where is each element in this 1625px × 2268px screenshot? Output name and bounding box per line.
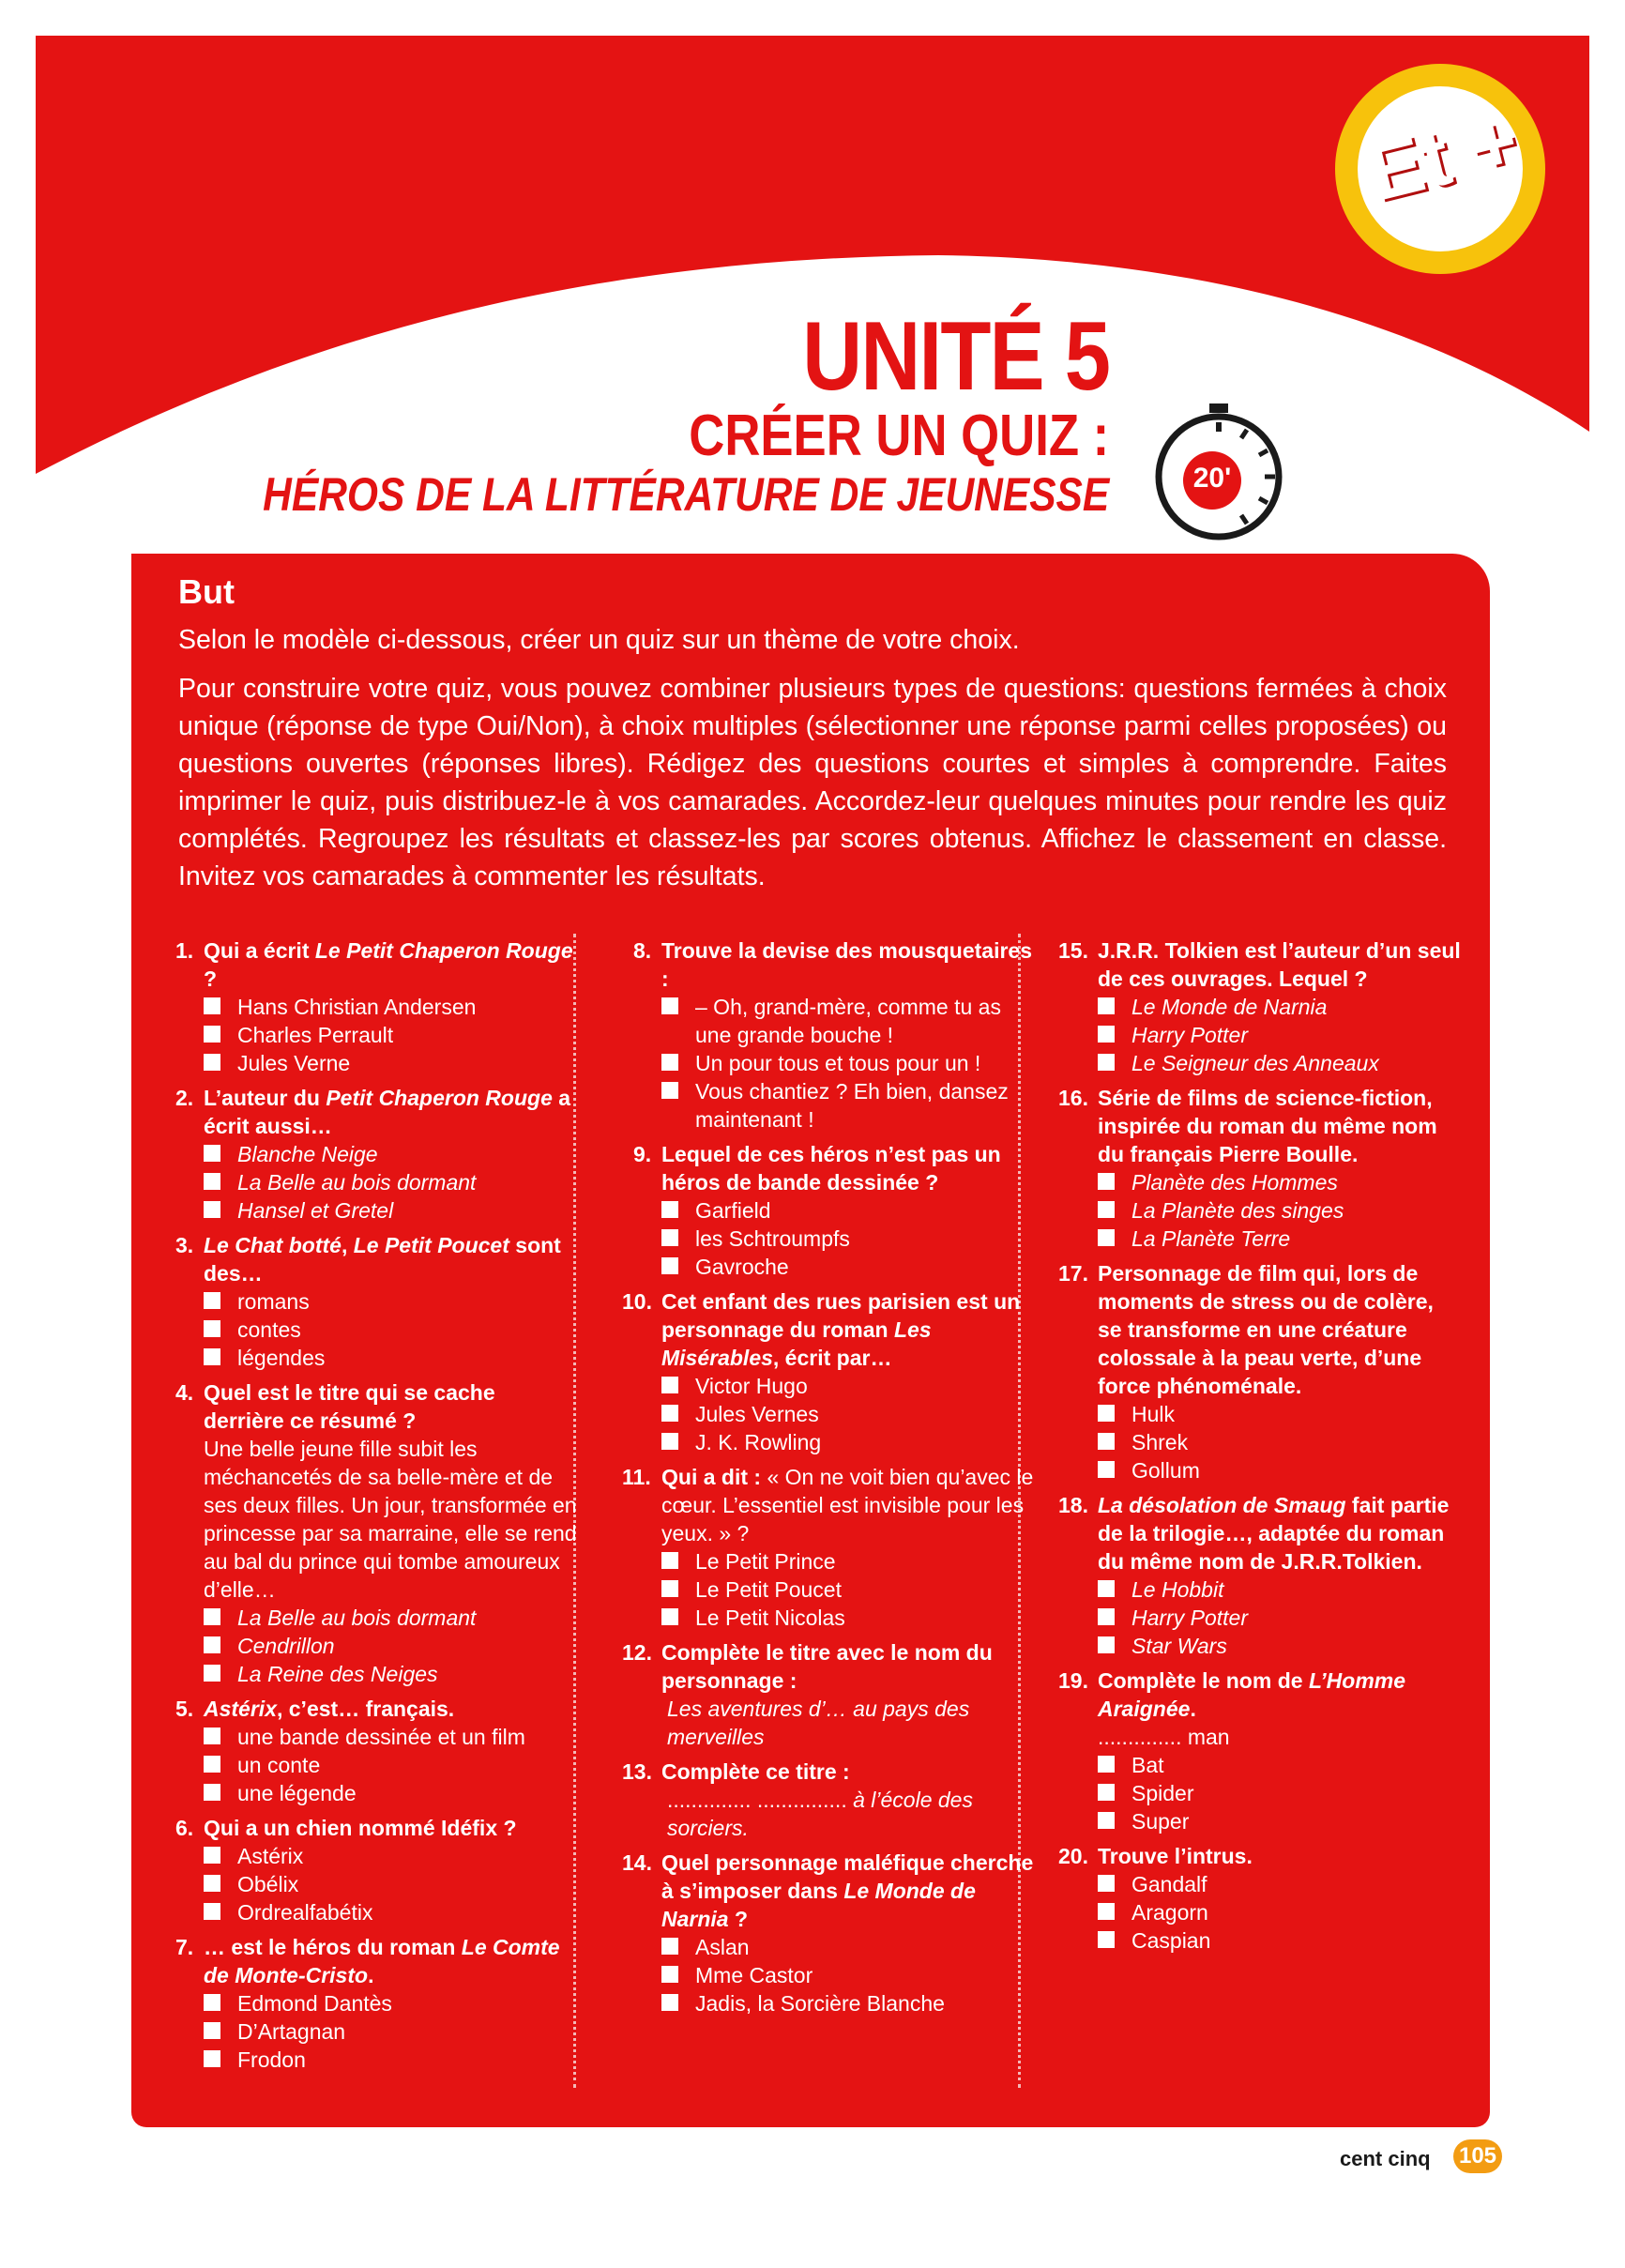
question-text-part: , [341, 1233, 354, 1257]
quiz-question [622, 936, 1035, 1134]
question-quote: « On ne voit bien qu’avec le cœur. L’essentiel est invisible pour les yeux. » ? [661, 1465, 1034, 1545]
quiz-question [175, 1814, 579, 1926]
answer-blank[interactable]: .............. man [1098, 1725, 1230, 1749]
quiz-question [1058, 1259, 1462, 1484]
question-text-part: fait partie de la trilogie…, adaptée du roman du même nom de J.R.R.Tolkien. [1098, 1493, 1450, 1574]
answer-checkbox[interactable]: Obélix [204, 1870, 579, 1898]
answer-checkbox[interactable]: Hansel et Gretel [204, 1196, 579, 1225]
answer-checkbox[interactable]: Spider [1098, 1779, 1462, 1807]
page-title: CRÉER UN QUIZ : [689, 403, 1109, 468]
answer-checkbox[interactable]: romans [204, 1287, 579, 1316]
quiz-column-2 [622, 936, 1035, 2024]
quiz-question [1058, 1842, 1462, 1955]
answer-checkbox[interactable]: Shrek [1098, 1428, 1462, 1456]
answer-checkbox[interactable]: Edmond Dantès [204, 1989, 579, 2017]
question-text-part: … est le héros du roman [204, 1935, 462, 1959]
answer-checkbox[interactable]: La Belle au bois dormant [204, 1604, 579, 1632]
badge-label: Et + [1359, 95, 1527, 219]
question-text [204, 1084, 579, 1140]
question-title: La désolation de Smaug [1098, 1493, 1346, 1517]
question-number: 17. [1058, 1261, 1088, 1286]
question-text-part: . [1190, 1697, 1196, 1721]
intro-paragraph-2: Pour construire votre quiz, vous pouvez combiner plusieurs types de questions: questions fermées à choix unique (réponse de type Oui/Non), à choix multiples (sélectionner une réponse parmi celles proposées) ou questions ouvertes (réponses libres). Rédigez des questions courtes et simples à comprendre. Faites imprimer le quiz, puis distribuez-le à vos camarades. Accordez-leur quelques minutes pour rendre les quiz complétés. Regroupez les résultats et classez-les par scores obtenus. Affichez le classement en classe. Invitez vos camarades à commenter les résultats. [178, 674, 1447, 891]
answer-checkbox[interactable]: Le Petit Poucet [661, 1575, 1035, 1604]
question-text [661, 1287, 1035, 1372]
question-number: 7. [175, 1935, 194, 1959]
answer-checkbox[interactable]: les Schtroumpfs [661, 1225, 1035, 1253]
question-title: Le Petit Poucet [353, 1233, 509, 1257]
quiz-question [622, 1849, 1035, 2017]
question-number: 12. [622, 1640, 652, 1665]
question-text [204, 936, 579, 993]
question-text-part: Complète le nom de [1098, 1668, 1309, 1693]
answer-checkbox[interactable]: Gollum [1098, 1456, 1462, 1484]
answer-blank[interactable]: Les aventures d’… au pays des merveilles [667, 1697, 970, 1749]
quiz-question [1058, 936, 1462, 1077]
answer-checkbox[interactable]: Aslan [661, 1933, 1035, 1961]
question-text-part: Qui a écrit [204, 938, 315, 963]
question-text-part: , c’est… français. [276, 1697, 455, 1721]
question-number: 6. [175, 1816, 194, 1840]
question-number: 8. [633, 938, 652, 963]
title-block [114, 302, 1109, 522]
answer-checkbox[interactable]: Caspian [1098, 1926, 1462, 1955]
question-text [204, 1933, 579, 1989]
question-title: Le Chat botté [204, 1233, 342, 1257]
quiz-question [622, 1758, 1035, 1842]
question-number: 16. [1058, 1086, 1088, 1110]
question-text: Complète le titre avec le nom du personnage : [661, 1640, 993, 1693]
quiz-question [1058, 1491, 1462, 1660]
answer-checkbox[interactable]: Blanche Neige [204, 1140, 579, 1168]
quiz-column-1 [175, 936, 579, 2080]
answer-checkbox[interactable]: Hulk [1098, 1400, 1462, 1428]
question-text-part: ? [728, 1907, 749, 1931]
question-text: Trouve l’intrus. [1098, 1844, 1253, 1868]
answer-checkbox[interactable]: Garfield [661, 1196, 1035, 1225]
question-number: 3. [175, 1233, 194, 1257]
question-number: 2. [175, 1086, 194, 1110]
question-text: Complète ce titre : [661, 1759, 850, 1784]
question-text: Quel est le titre qui se cache derrière ce résumé ? [204, 1380, 495, 1433]
question-title: Le Petit Chaperon Rouge [314, 938, 573, 963]
question-text-part: . [368, 1963, 374, 1987]
answer-checkbox[interactable]: Harry Potter [1098, 1021, 1462, 1049]
quiz-question [175, 1695, 579, 1807]
quiz-question [175, 1933, 579, 2074]
answer-checkbox[interactable]: Le Monde de Narnia [1098, 993, 1462, 1021]
answer-checkbox[interactable]: Hans Christian Andersen [204, 993, 579, 1021]
content-panel [131, 554, 1490, 2127]
timer-label: 20' [1192, 463, 1232, 494]
question-summary: Une belle jeune fille subit les méchancetés de sa belle-mère et de ses deux filles. Un jour, transformée en princesse par sa marraine, elle se rend au bal du prince qui tombe amoureux d’elle… [204, 1437, 577, 1602]
question-number: 5. [175, 1697, 194, 1721]
question-text [1098, 1667, 1462, 1723]
answer-checkbox[interactable]: Frodon [204, 2046, 579, 2074]
answer-checkbox[interactable]: Harry Potter [1098, 1604, 1462, 1632]
question-text: J.R.R. Tolkien est l’auteur d’un seul de ces ouvrages. Lequel ? [1098, 938, 1461, 991]
question-text: Série de films de science-fiction, inspirée du roman du même nom du français Pierre Boulle. [1098, 1086, 1437, 1166]
quiz-question [622, 1287, 1035, 1456]
unit-title: UNITÉ 5 [801, 302, 1109, 411]
question-text: Personnage de film qui, lors de moments de stress ou de colère, se transforme en une créature colossale à la peau verte, d’une force phénoménale. [1098, 1261, 1434, 1398]
question-number: 20. [1058, 1844, 1088, 1868]
answer-checkbox[interactable]: La Belle au bois dormant [204, 1168, 579, 1196]
intro-text [178, 621, 1447, 906]
question-number: 15. [1058, 938, 1088, 963]
answer-checkbox[interactable]: Gavroche [661, 1253, 1035, 1281]
quiz-question [622, 1140, 1035, 1281]
question-title: Petit Chaperon Rouge [326, 1086, 553, 1110]
question-title: L’Homme Araignée [1098, 1668, 1406, 1721]
quiz-question [175, 1084, 579, 1225]
page-footer-text: cent cinq [1340, 2147, 1431, 2170]
question-number: 19. [1058, 1668, 1088, 1693]
answer-checkbox[interactable]: – Oh, grand-mère, comme tu as une grande bouche ! [661, 993, 1035, 1049]
answer-checkbox[interactable]: Astérix [204, 1842, 579, 1870]
answer-checkbox[interactable]: un conte [204, 1751, 579, 1779]
answer-checkbox[interactable]: Cendrillon [204, 1632, 579, 1660]
answer-checkbox[interactable]: Un pour tous et tous pour un ! [661, 1049, 1035, 1077]
answer-checkbox[interactable]: Star Wars [1098, 1632, 1462, 1660]
answer-checkbox[interactable]: Vous chantiez ? Eh bien, dansez maintenant ! [661, 1077, 1035, 1134]
answer-checkbox[interactable]: Victor Hugo [661, 1372, 1035, 1400]
intro-paragraph-1: Selon le modèle ci-dessous, créer un quiz sur un thème de votre choix. [178, 625, 1020, 655]
page-number: 105 [1453, 2139, 1502, 2173]
answer-checkbox[interactable]: Bat [1098, 1751, 1462, 1779]
question-text-part: , écrit par… [772, 1346, 892, 1370]
question-text [661, 1849, 1035, 1933]
question-text [661, 1463, 1035, 1547]
answer-checkbox[interactable]: une légende [204, 1779, 579, 1807]
question-text-part: a écrit aussi… [204, 1086, 571, 1138]
question-text-part: Cet enfant des rues parisien est un personnage du roman [661, 1289, 1021, 1342]
title-fragment: à l’école des sorciers. [667, 1788, 973, 1840]
question-text-part: L’auteur du [204, 1086, 327, 1110]
question-title: Le Monde de Narnia [661, 1879, 976, 1931]
answer-checkbox[interactable]: Le Seigneur des Anneaux [1098, 1049, 1462, 1077]
question-number: 9. [633, 1142, 652, 1166]
question-title: Les Misérables [661, 1317, 932, 1370]
question-number: 13. [622, 1759, 652, 1784]
quiz-question [1058, 1084, 1462, 1253]
section-heading: But [178, 572, 235, 611]
answer-checkbox[interactable]: Planète des Hommes [1098, 1168, 1462, 1196]
question-text-part: ? [204, 967, 218, 991]
answer-checkbox[interactable]: une bande dessinée et un film [204, 1723, 579, 1751]
question-text [204, 1695, 579, 1723]
question-text-part: Qui a dit : [661, 1465, 767, 1489]
question-text: Lequel de ces héros n’est pas un héros de bande dessinée ? [661, 1142, 1001, 1195]
question-number: 1. [175, 938, 194, 963]
question-text-part: Quel personnage maléfique cherche à s’imposer dans [661, 1850, 1034, 1903]
answer-checkbox[interactable]: La Planète Terre [1098, 1225, 1462, 1253]
answer-checkbox[interactable]: Le Petit Prince [661, 1547, 1035, 1575]
question-number: 4. [175, 1380, 194, 1405]
answer-checkbox[interactable]: Le Hobbit [1098, 1575, 1462, 1604]
answer-checkbox[interactable]: Jules Verne [204, 1049, 579, 1077]
answer-checkbox[interactable]: Aragorn [1098, 1898, 1462, 1926]
answer-checkbox[interactable]: légendes [204, 1344, 579, 1372]
answer-checkbox[interactable]: J. K. Rowling [661, 1428, 1035, 1456]
quiz-question [622, 1463, 1035, 1632]
answer-checkbox[interactable]: Super [1098, 1807, 1462, 1835]
quiz-question [175, 1378, 579, 1688]
answer-checkbox[interactable]: Charles Perrault [204, 1021, 579, 1049]
question-number: 18. [1058, 1493, 1088, 1517]
question-number: 11. [622, 1465, 651, 1489]
quiz-question [175, 936, 579, 1077]
answer-checkbox[interactable]: contes [204, 1316, 579, 1344]
question-title: Astérix [204, 1697, 277, 1721]
answer-checkbox[interactable]: Le Petit Nicolas [661, 1604, 1035, 1632]
answer-checkbox[interactable]: Ordrealfabétix [204, 1898, 579, 1926]
question-text: Trouve la devise des mousquetaires : [661, 938, 1032, 991]
question-text [204, 1231, 579, 1287]
page-subtitle: HÉROS DE LA LITTÉRATURE DE JEUNESSE [262, 468, 1109, 521]
answer-checkbox[interactable]: Jules Vernes [661, 1400, 1035, 1428]
question-text: Qui a un chien nommé Idéfix ? [204, 1816, 517, 1840]
answer-checkbox[interactable]: La Reine des Neiges [204, 1660, 579, 1688]
question-number: 14. [622, 1850, 652, 1875]
answer-checkbox[interactable]: La Planète des singes [1098, 1196, 1462, 1225]
answer-checkbox[interactable]: Mme Castor [661, 1961, 1035, 1989]
answer-blank[interactable] [661, 1786, 1035, 1842]
question-text [1098, 1491, 1462, 1575]
question-number: 10. [622, 1289, 652, 1314]
answer-checkbox[interactable]: Gandalf [1098, 1870, 1462, 1898]
blank-dots: .............. ............... [667, 1788, 854, 1812]
quiz-question [175, 1231, 579, 1372]
quiz-column-3 [1058, 936, 1462, 1961]
question-title: Le Comte de Monte-Cristo [204, 1935, 560, 1987]
answer-checkbox[interactable]: D’Artagnan [204, 2017, 579, 2046]
quiz-question [1058, 1667, 1462, 1835]
question-text-part: sont des… [204, 1233, 561, 1286]
answer-checkbox[interactable]: Jadis, la Sorcière Blanche [661, 1989, 1035, 2017]
quiz-question [622, 1638, 1035, 1751]
